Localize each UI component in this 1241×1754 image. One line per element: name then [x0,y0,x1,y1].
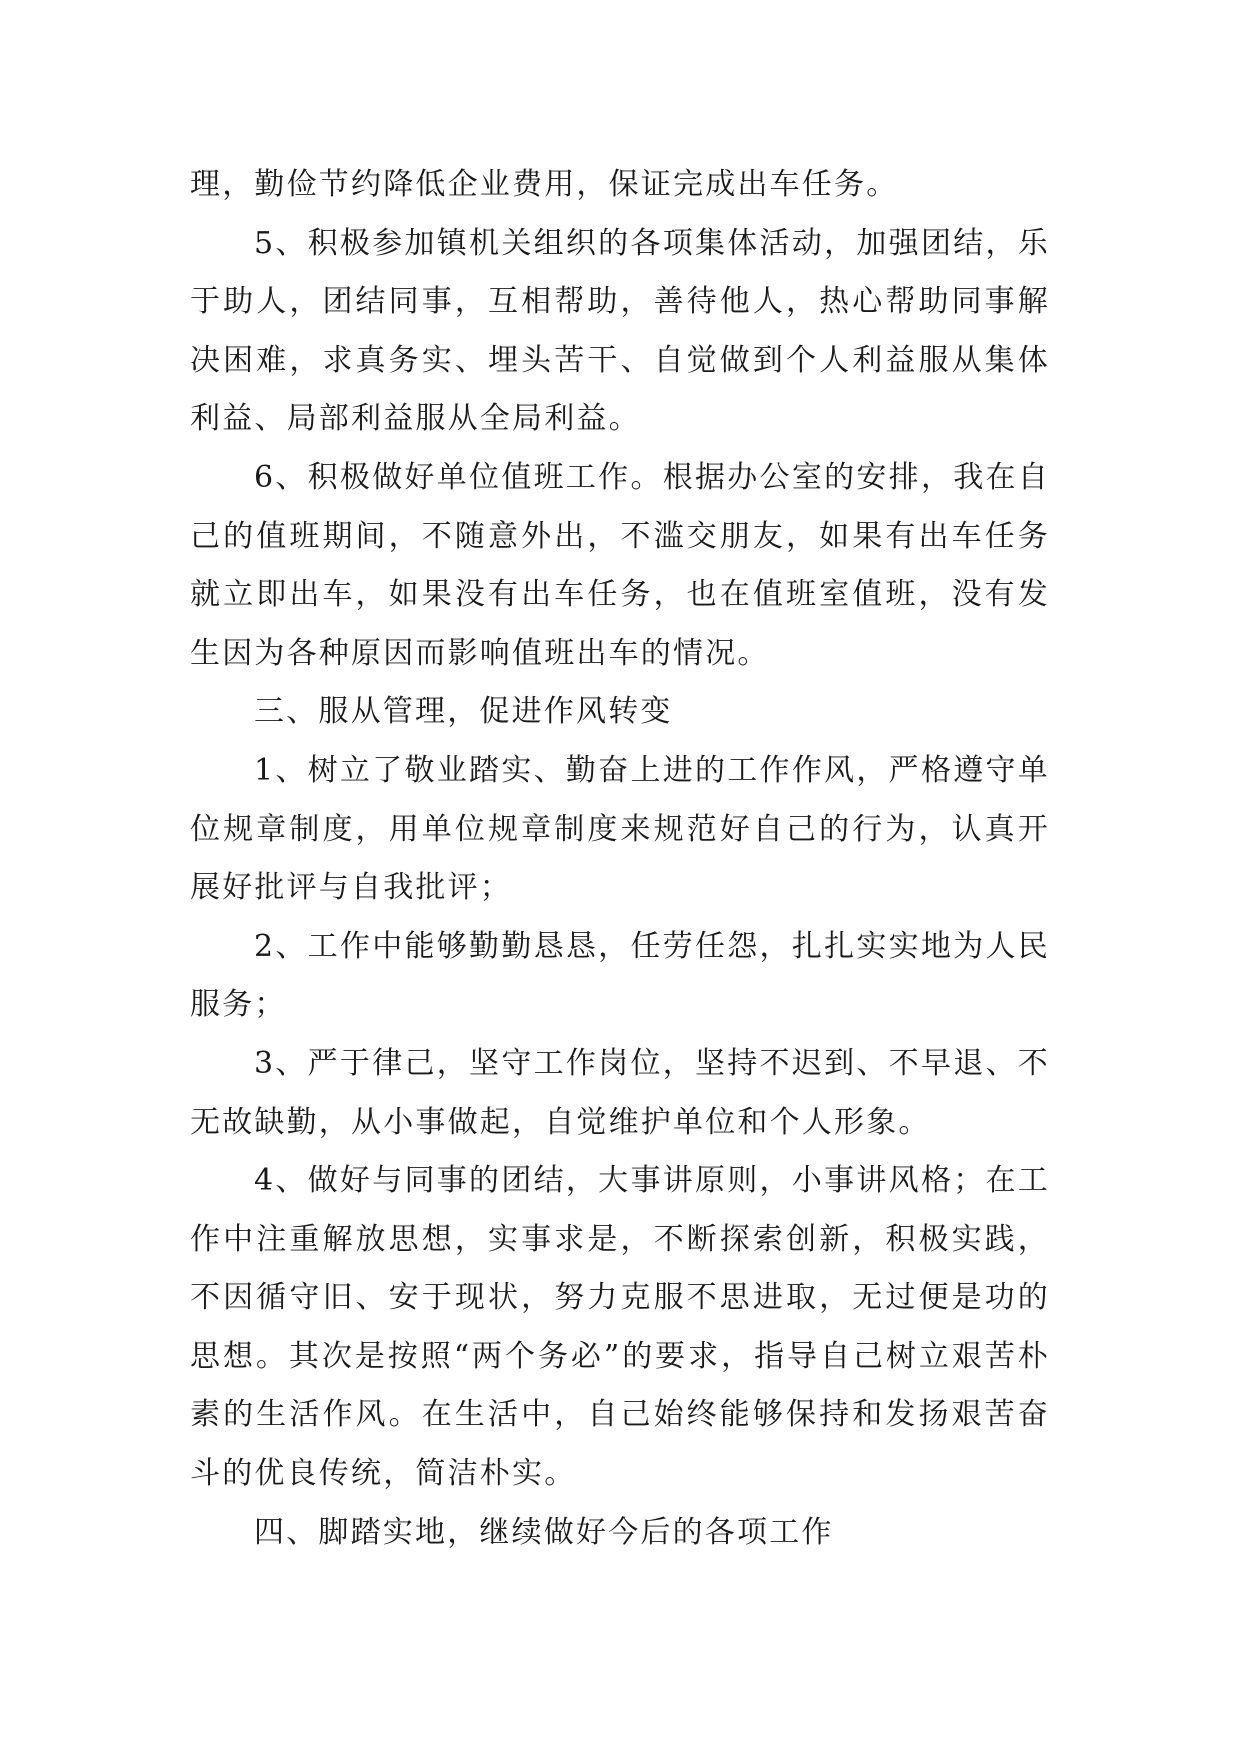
section-heading-4: 四、脚踏实地，继续做好今后的各项工作 [254,1514,834,1550]
paragraph-item-3: 3、严于律己，坚守工作岗位，坚持不迟到、不早退、不无故缺勤，从小事做起，自觉维护单位和个人形象。 [190,1045,1050,1140]
paragraph-item-4: 4、做好与同事的团结，大事讲原则，小事讲风格；在工作中注重解放思想，实事求是，不断探索创新，积极实践，不因循守旧、安于现状，努力克服不思进取，无过便是功的思想。其次是按照“两个务必”的要求，指导自己树立艰苦朴素的生活作风。在生活中，自己始终能够保持和发扬艰苦奋斗的优良传统，简洁朴实。 [190,1163,1050,1492]
paragraph-item-5: 5、积极参加镇机关组织的各项集体活动，加强团结，乐于助人，团结同事，互相帮助，善待他人，热心帮助同事解决困难，求真务实、埋头苦干、自觉做到个人利益服从集体利益、局部利益服从全局利益。 [190,225,1050,437]
section-heading-3: 三、服从管理，促进作风转变 [254,694,673,730]
paragraph-item-1: 1、树立了敬业踏实、勤奋上进的工作作风，严格遵守单位规章制度，用单位规章制度来规范好自己的行为，认真开展好批评与自我批评； [190,752,1050,906]
paragraph-item-6: 6、积极做好单位值班工作。根据办公室的安排，我在自己的值班期间，不随意外出，不滥交朋友，如果有出车任务就立即出车，如果没有出车任务，也在值班室值班，没有发生因为各种原因而影响值班出车的情况。 [190,459,1050,671]
paragraph-item-2: 2、工作中能够勤勤恳恳，任劳任怨，扎扎实实地为人民服务； [190,928,1050,1023]
document-body [190,156,1050,1562]
paragraph-continuation: 理，勤俭节约降低企业费用，保证完成出车任务。 [190,167,899,202]
